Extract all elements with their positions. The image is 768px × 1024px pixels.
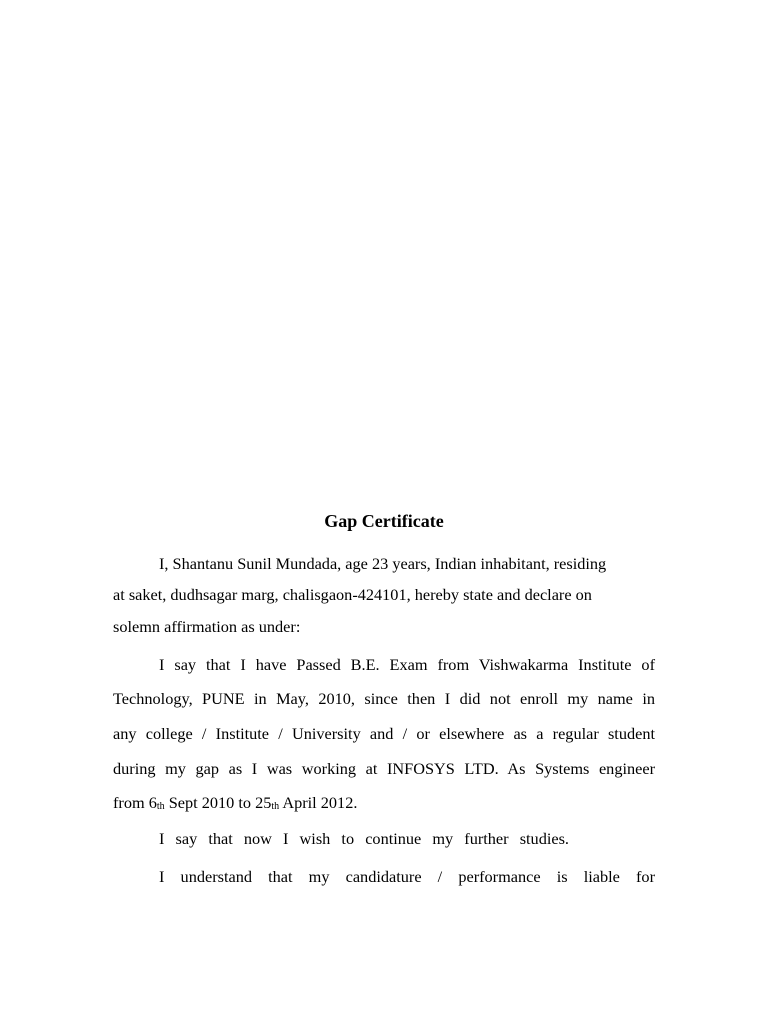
paragraph-1-line-3: solemn affirmation as under: [113, 617, 301, 636]
document-title: Gap Certificate [324, 511, 444, 531]
paragraph-1-line-2: at saket, dudhsagar marg, chalisgaon-424101, hereby state and declare on [113, 585, 592, 604]
paragraph-2-line-2: Technology, PUNE in May, 2010, since then I did not enroll my name in [113, 689, 655, 708]
paragraph-3-line-1: I say that now I wish to continue my further studies. [159, 829, 569, 848]
paragraph-1-line-1: I, Shantanu Sunil Mundada, age 23 years, Indian inhabitant, residing [159, 554, 607, 573]
paragraph-4-line-1: I understand that my candidature / performance is liable for [159, 867, 655, 886]
paragraph-2-line-4: during my gap as I was working at INFOSYS LTD. As Systems engineer [113, 759, 655, 778]
paragraph-2-line-5 [113, 792, 655, 814]
ordinal-suffix-1: th [156, 801, 165, 812]
date-range-text-3: April 2012. [279, 793, 358, 812]
paragraph-2-line-1: I say that I have Passed B.E. Exam from Vishwakarma Institute of [159, 655, 655, 674]
paragraph-2-line-3: any college / Institute / University and / or elsewhere as a regular student [113, 724, 655, 743]
date-range-text-1: from 6 [113, 793, 157, 812]
ordinal-suffix-2: th [271, 801, 280, 812]
date-range-text-2: Sept 2010 to 25 [164, 793, 272, 812]
